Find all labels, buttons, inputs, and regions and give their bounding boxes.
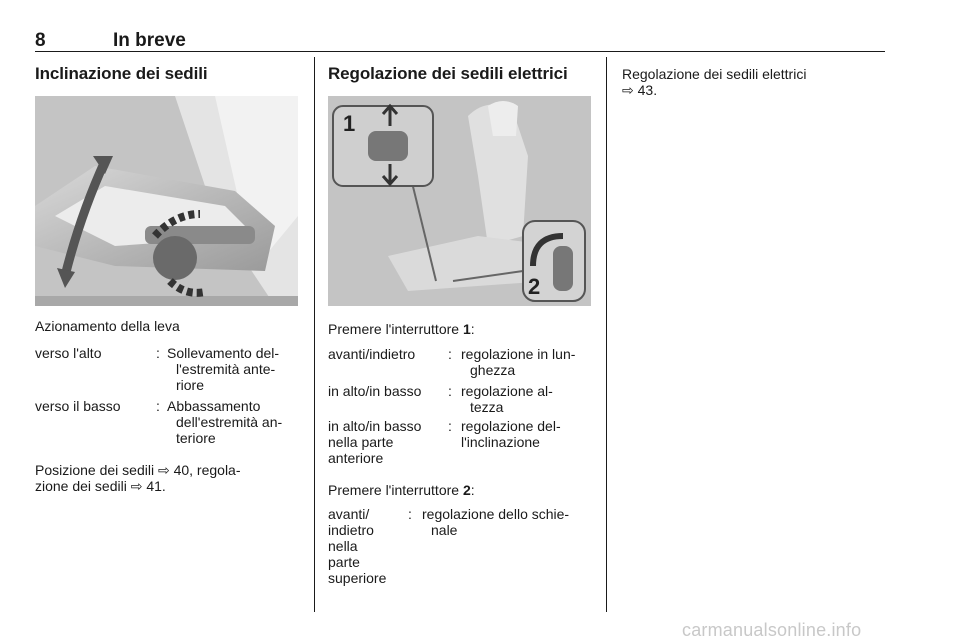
power-seat-figure — [328, 96, 591, 306]
term: avanti/ indietro nella parte superiore — [328, 506, 387, 586]
chapter-title: In breve — [113, 30, 186, 51]
definition-row — [35, 398, 300, 448]
definition-row — [328, 506, 598, 590]
colon: : — [408, 506, 412, 522]
term: verso l'alto — [35, 345, 102, 361]
section-heading-seat-tilt: Inclinazione dei sedili — [35, 64, 208, 83]
colon: : — [156, 398, 160, 414]
cross-reference-power-seats: Regolazione dei sedili elettrici ⇨ 43. — [622, 66, 807, 98]
term: avanti/indietro — [328, 346, 416, 362]
term: verso il basso — [35, 398, 121, 414]
definition-row — [328, 418, 598, 468]
figure-label-2: 2 — [528, 274, 541, 299]
definition: Abbassamento dell'estremità an- teriore — [167, 398, 283, 446]
intro-switch-2: Premere l'interruttore 2: — [328, 482, 475, 498]
caption-lever: Azionamento della leva — [35, 318, 180, 334]
column-divider-2 — [606, 57, 607, 612]
column-2 — [328, 64, 568, 84]
definition: regolazione del- l'inclinazione — [461, 418, 561, 450]
term: in alto/in basso nella parte anteriore — [328, 418, 422, 466]
definition-row — [328, 383, 598, 417]
watermark: carmanualsonline.info — [682, 620, 862, 640]
column-1 — [35, 64, 207, 84]
definition: Sollevamento del- l'estremità ante- riore — [167, 345, 280, 393]
seat-tilt-figure — [35, 96, 298, 306]
column-divider-1 — [314, 57, 315, 612]
colon: : — [448, 418, 452, 434]
cross-reference-note: Posizione dei sedili ⇨ 40, regola- zione dei sedili ⇨ 41. — [35, 462, 241, 494]
section-heading-power-seats: Regolazione dei sedili elettrici — [328, 64, 568, 83]
definition: regolazione al- tezza — [461, 383, 553, 415]
definition-row — [35, 345, 300, 395]
page-number: 8 — [35, 30, 46, 51]
colon: : — [448, 383, 452, 399]
definition-row — [328, 346, 598, 380]
term: in alto/in basso — [328, 383, 422, 399]
colon: : — [156, 345, 160, 361]
definition: regolazione dello schie- nale — [422, 506, 570, 538]
intro-switch-1: Premere l'interruttore 1: — [328, 321, 475, 337]
colon: : — [448, 346, 452, 362]
figure-label-1: 1 — [343, 111, 356, 136]
header-rule — [35, 51, 885, 52]
definition: regolazione in lun- ghezza — [461, 346, 576, 378]
